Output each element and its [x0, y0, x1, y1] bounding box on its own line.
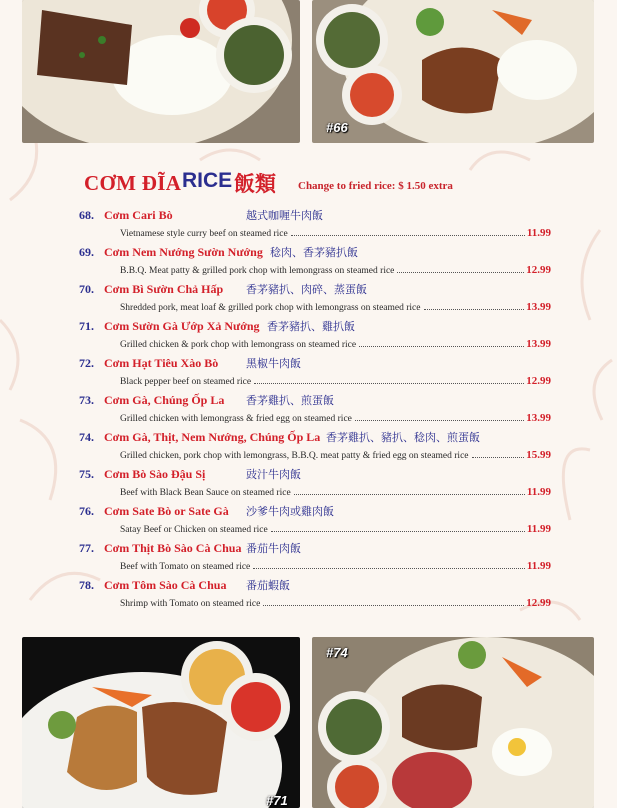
item-chinese-name: 稔肉、香茅豬扒飯 [270, 246, 358, 259]
item-number: 78. [79, 578, 94, 592]
menu-item [0, 282, 617, 316]
item-description: Black pepper beef on steamed rice [120, 377, 252, 387]
item-chinese-name: 番茄蝦飯 [246, 579, 290, 592]
item-number: 71. [79, 319, 94, 333]
item-chinese-name: 香茅豬扒、雞扒飯 [267, 320, 355, 333]
item-description: Shredded pork, meat loaf & grilled pork chop with lemongrass on steamed rice [120, 303, 421, 313]
item-price: 12.99 [526, 597, 551, 609]
item-vietnamese-name: Cơm Bì Sườn Chả Hấp [104, 282, 224, 296]
item-chinese-name: 香茅雞扒、豬扒、稔肉、煎蛋飯 [326, 431, 480, 444]
item-chinese-name: 香茅豬扒、肉碎、蒸蛋飯 [246, 283, 367, 296]
item-price: 11.99 [526, 560, 551, 572]
item-chinese-name: 香茅雞扒、煎蛋飯 [246, 394, 334, 407]
photo-bottom-left-dish-71 [22, 637, 300, 808]
photo-number-tag: #66 [326, 120, 348, 135]
item-price: 11.99 [526, 486, 551, 498]
item-chinese-name: 越式咖喱牛肉飯 [246, 209, 323, 222]
item-vietnamese-name: Cơm Cari Bò [104, 208, 173, 222]
item-vietnamese-name: Cơm Tôm Sào Cà Chua [104, 578, 227, 592]
dot-leader [254, 383, 524, 384]
item-number: 76. [79, 504, 94, 518]
dot-leader [291, 235, 525, 236]
dot-leader [271, 531, 525, 532]
photo-number-tag: #74 [326, 645, 348, 660]
item-price: 13.99 [526, 338, 551, 350]
photo-bottom-right-dish-74 [312, 637, 594, 808]
menu-item [0, 430, 617, 464]
item-chinese-name: 豉汁牛肉飯 [246, 468, 301, 481]
photo-top-left-dish [22, 0, 300, 143]
dot-leader [472, 457, 525, 458]
item-vietnamese-name: Cơm Gà, Chúng Ốp La [104, 393, 225, 407]
item-vietnamese-name: Cơm Thịt Bò Sào Cà Chua [104, 541, 242, 555]
menu-item [0, 504, 617, 538]
item-vietnamese-name: Cơm Nem Nướng Sườn Nướng [104, 245, 263, 259]
item-chinese-name: 黑椒牛肉飯 [246, 357, 301, 370]
item-number: 77. [79, 541, 94, 555]
item-number: 74. [79, 430, 94, 444]
dot-leader [253, 568, 525, 569]
dot-leader [294, 494, 525, 495]
item-chinese-name: 番茄牛肉飯 [246, 542, 301, 555]
menu-item [0, 541, 617, 575]
item-price: 13.99 [526, 301, 551, 313]
heading-vietnamese: CƠM ĐĨA [84, 171, 182, 195]
item-description: Grilled chicken with lemongrass & fried egg on steamed rice [120, 414, 352, 424]
item-chinese-name: 沙爹牛肉或雞肉飯 [246, 505, 334, 518]
item-description: Shrimp with Tomato on steamed rice [120, 599, 261, 609]
item-description: Beef with Tomato on steamed rice [120, 562, 251, 572]
item-price: 11.99 [526, 523, 551, 535]
item-vietnamese-name: Cơm Bò Sào Đậu Sị [104, 467, 206, 481]
menu-item [0, 578, 617, 612]
menu-item [0, 208, 617, 242]
menu-item [0, 356, 617, 390]
item-number: 69. [79, 245, 94, 259]
dot-leader [355, 420, 524, 421]
item-vietnamese-name: Cơm Hạt Tiêu Xào Bò [104, 356, 219, 370]
menu-item [0, 245, 617, 279]
item-description: Grilled chicken, pork chop with lemongrass, B.B.Q. meat patty & fried egg on steamed rice [120, 451, 469, 461]
item-number: 68. [79, 208, 94, 222]
item-number: 75. [79, 467, 94, 481]
item-price: 12.99 [526, 375, 551, 387]
dot-leader [397, 272, 524, 273]
item-number: 70. [79, 282, 94, 296]
item-description: Satay Beef or Chicken on steamed rice [120, 525, 268, 535]
photo-number-tag: #71 [266, 793, 288, 808]
section-heading [84, 168, 604, 200]
dot-leader [424, 309, 525, 310]
item-description: Grilled chicken & pork chop with lemongrass on steamed rice [120, 340, 357, 350]
heading-english: RICE [182, 169, 233, 192]
item-vietnamese-name: Cơm Sate Bò or Sate Gà [104, 504, 229, 518]
item-vietnamese-name: Cơm Sườn Gà Ướp Xả Nướng [104, 319, 260, 333]
item-description: Beef with Black Bean Sauce on steamed rice [120, 488, 291, 498]
item-vietnamese-name: Cơm Gà, Thịt, Nem Nướng, Chúng Ốp La [104, 430, 321, 444]
item-number: 73. [79, 393, 94, 407]
item-description: B.B.Q. Meat patty & grilled pork chop with lemongrass on steamed rice [120, 266, 395, 276]
menu-item [0, 393, 617, 427]
dot-leader [359, 346, 524, 347]
heading-chinese: 飯類 [234, 172, 276, 196]
item-price: 13.99 [526, 412, 551, 424]
item-price: 15.99 [526, 449, 551, 461]
menu-item [0, 319, 617, 353]
dot-leader [263, 605, 524, 606]
item-price: 12.99 [526, 264, 551, 276]
menu-item [0, 467, 617, 501]
item-description: Vietnamese style curry beef on steamed rice [120, 229, 288, 239]
photo-top-right-dish-66 [312, 0, 594, 143]
item-price: 11.99 [526, 227, 551, 239]
item-number: 72. [79, 356, 94, 370]
fried-rice-note: Change to fried rice: $ 1.50 extra [298, 180, 453, 192]
